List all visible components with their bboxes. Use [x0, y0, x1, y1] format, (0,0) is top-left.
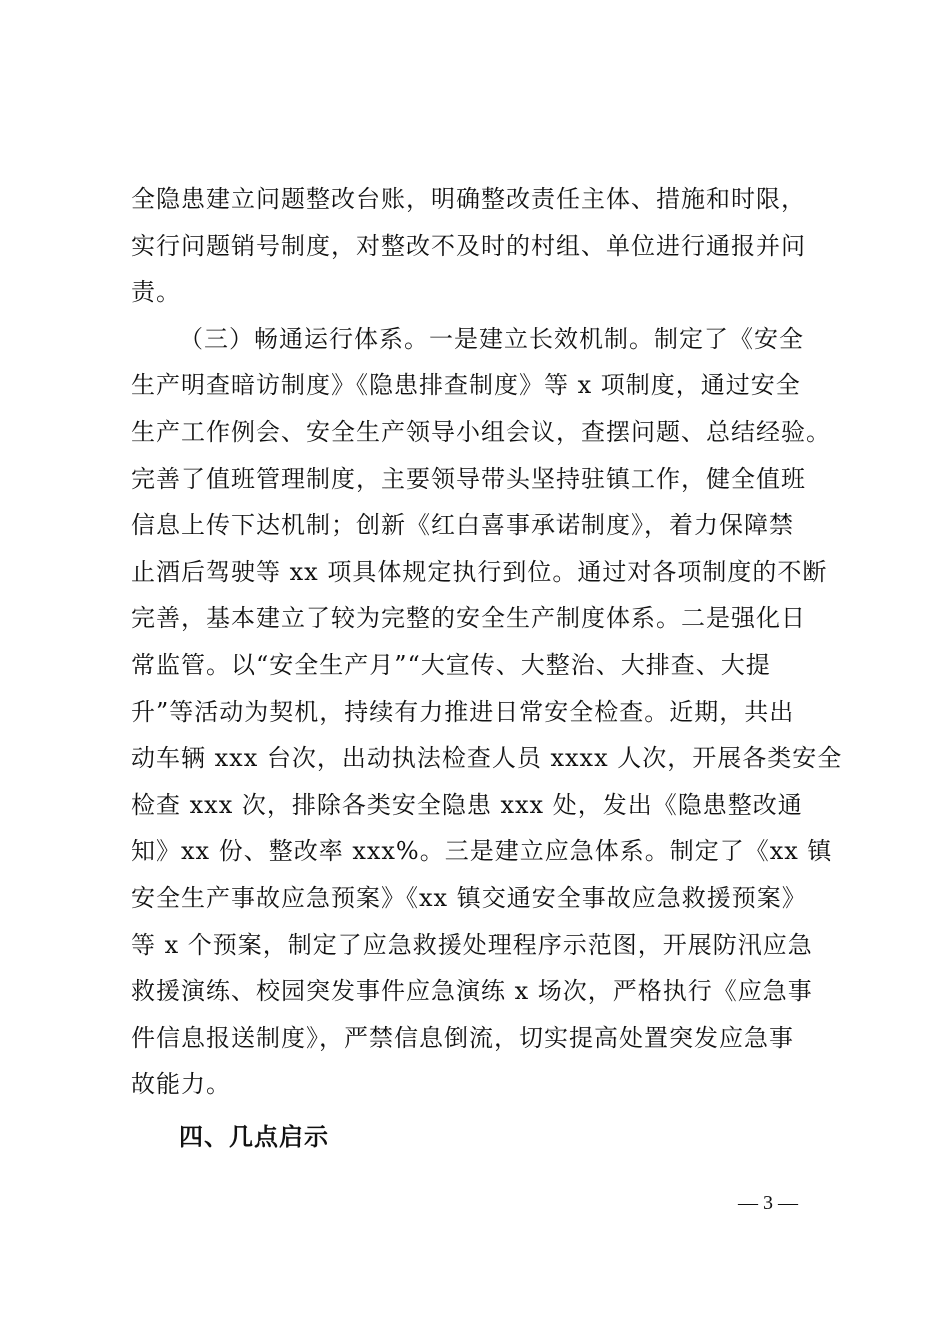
text-line: 责。: [131, 278, 181, 307]
text-line: 实行问题销号制度，对整改不及时的村组、单位进行通报并问: [131, 231, 806, 260]
text-line: 件信息报送制度》，严禁信息倒流，切实提高处置突发应急事: [131, 1023, 794, 1052]
text-line: 完善了值班管理制度，主要领导带头坚持驻镇工作，健全值班: [131, 464, 806, 493]
text-line: （三）畅通运行体系。一是建立长效机制。制定了《安全: [179, 324, 804, 353]
text-line: 安全生产事故应急预案》《xx 镇交通安全事故应急救援预案》: [131, 883, 807, 912]
text-line: 生产工作例会、安全生产领导小组会议，查摆问题、总结经验。: [131, 417, 831, 446]
text-line: 故能力。: [131, 1070, 231, 1099]
document-body: [131, 176, 843, 1160]
text-line: 动车辆 xxx 台次，出动执法检查人员 xxxx 人次，开展各类安全: [131, 744, 843, 773]
text-line: 救援演练、校园突发事件应急演练 x 场次，严格执行《应急事: [131, 977, 813, 1006]
paragraph-section-three: [131, 316, 843, 1108]
text-line: 完善，基本建立了较为完整的安全生产制度体系。二是强化日: [131, 604, 806, 633]
text-line: 止酒后驾驶等 xx 项具体规定执行到位。通过对各项制度的不断: [131, 557, 828, 586]
text-line: 检查 xxx 次，排除各类安全隐患 xxx 处，发出《隐患整改通: [131, 790, 803, 819]
text-line: 生产明查暗访制度》《隐患排查制度》等 x 项制度，通过安全: [131, 371, 801, 400]
text-line: 信息上传下达机制；创新《红白喜事承诺制度》，着力保障禁: [131, 511, 794, 540]
paragraph-continued: [131, 176, 821, 316]
text-line: 全隐患建立问题整改台账，明确整改责任主体、措施和时限，: [131, 185, 806, 213]
page-number: — 3 —: [738, 1192, 798, 1214]
text-line: 升”等活动为契机，持续有力推进日常安全检查。近期，共出: [131, 697, 795, 726]
text-line: 知》xx 份、整改率 xxx%。三是建立应急体系。制定了《xx 镇: [131, 837, 833, 866]
text-line: 等 x 个预案，制定了应急救援处理程序示范图，开展防汛应急: [131, 930, 813, 959]
section-heading: 四、几点启示: [179, 1121, 329, 1151]
text-line: 常监管。以“安全生产月”“大宣传、大整治、大排查、大提: [131, 650, 771, 679]
